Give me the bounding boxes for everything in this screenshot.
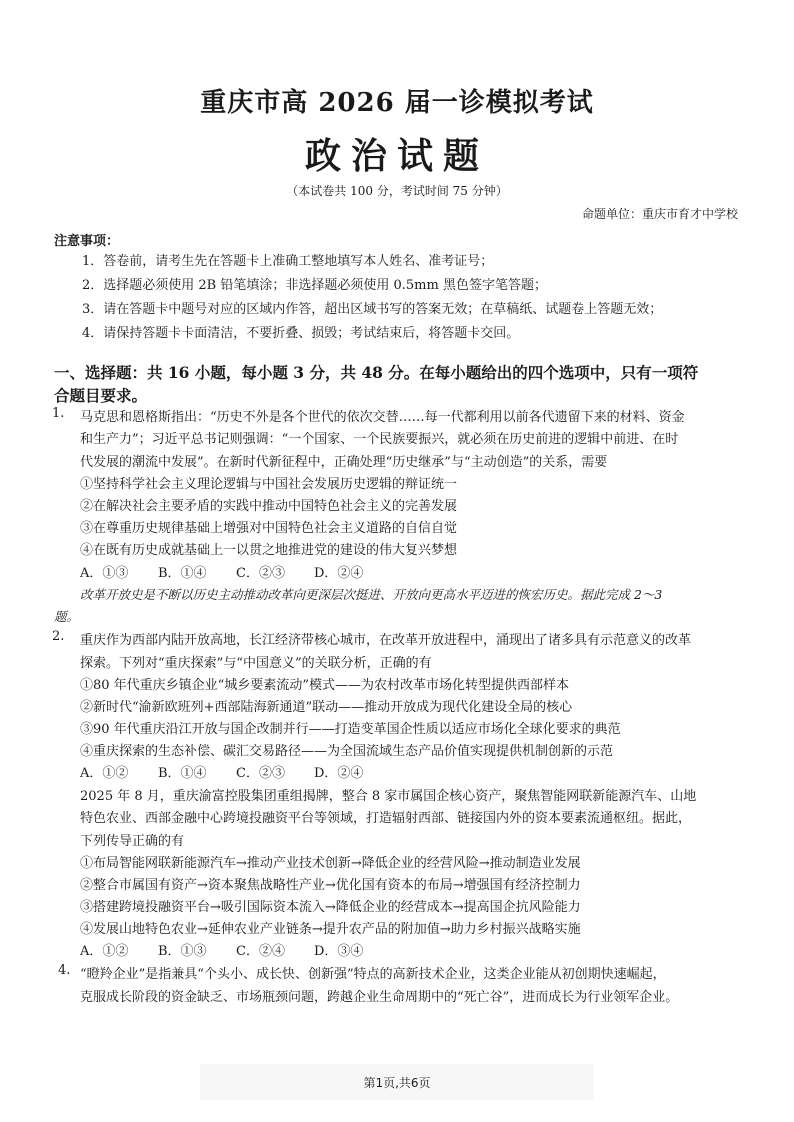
option-a: A．①②: [80, 944, 129, 959]
question-text: 探索。下列对“重庆探索”与“中国意义”的关联分析，正确的有: [80, 656, 432, 671]
material-intro-cont: 题。: [54, 609, 80, 624]
notice-item: 1．答卷前，请考生先在答题卡上准确工整地填写本人姓名、准考证号；: [82, 254, 494, 269]
notice-item: 4．请保持答题卡卡面清洁，不要折叠、损毁；考试结束后，将答题卡交回。: [82, 326, 520, 341]
option-c: C．②④: [236, 944, 285, 959]
option-b: B．①③: [158, 944, 207, 959]
question-statement: ③搭建跨境投融资平台→吸引国际资本流入→降低企业的经营成本→提高国企抗风险能力: [80, 900, 581, 915]
question-statement: ①布局智能网联新能源汽车→推动产业技术创新→降低企业的经营风险→推动制造业发展: [80, 856, 581, 871]
notice-title: 注意事项：: [54, 234, 120, 249]
question-text: 和生产力”；习近平总书记则强调：“一个国家、一个民族要振兴，就必须在历史前进的逻辑中前进、在时: [80, 432, 679, 447]
notice-item: 2．选择题必须使用 2B 铅笔填涂；非选择题必须使用 0.5mm 黑色签字笔答题；: [82, 278, 547, 293]
option-b: B．①④: [158, 566, 207, 581]
question-text: 特色农业、西部金融中心跨境投融资平台等领域，打造辐射西部、链接国内外的资本要素流通枢纽。据此，: [80, 811, 692, 826]
option-d: D．②④: [314, 766, 364, 781]
question-text: 下列传导正确的有: [80, 834, 185, 849]
question-statement: ①80 年代重庆乡镇企业“城乡要素流动”模式——为农村改革市场化转型提供西部样本: [80, 678, 569, 693]
subject-title: 政治试题: [304, 135, 489, 177]
question-statement: ②整合市属国有资产→资本聚焦战略性产业→优化国有资本的布局→增强国有经济控制力: [80, 878, 581, 893]
question-statement: ①坚持科学社会主义理论逻辑与中国社会发展历史逻辑的辩证统一: [80, 477, 458, 492]
question-statement: ②在解决社会主要矛盾的实践中推动中国特色社会主义的完善发展: [80, 499, 458, 514]
question-number: 4.: [58, 963, 71, 978]
exam-info: （本试卷共 100 分，考试时间 75 分钟）: [286, 184, 508, 198]
question-text: 克服成长阶段的资金缺乏、市场瓶颈问题，跨越企业生命周期中的“死亡谷”，进而成长为行业领军企业。: [80, 990, 679, 1005]
question-number: 2.: [52, 629, 65, 644]
notice-item: 3．请在答题卡中题号对应的区域内作答，超出区域书写的答案无效；在草稿纸、试题卷上答题无效；: [82, 302, 663, 317]
question-statement: ②新时代“渝新欧班列+西部陆海新通道”联动——推动开放成为现代化建设全局的核心: [80, 700, 573, 715]
question-statement: ③在尊重历史规律基础上增强对中国特色社会主义道路的自信自觉: [80, 521, 458, 536]
question-text: 马克思和恩格斯指出：“历史不外是各个世代的依次交替……每一代都利用以前各代遗留下来的材料、资金: [80, 410, 685, 425]
option-c: C．②③: [236, 766, 285, 781]
exam-title: 重庆市高 2026 届一诊模拟考试: [200, 88, 594, 118]
question-statement: ③90 年代重庆沿江开放与国企改制并行——打造变革国企性质以适应市场化全球化要求的典范: [80, 722, 621, 737]
author-unit: 命题单位：重庆市育才中学校: [581, 207, 738, 221]
option-d: D．②④: [314, 566, 364, 581]
page-number: 第1页,共6页: [363, 1076, 431, 1090]
section-heading-cont: 合题目要求。: [54, 386, 148, 405]
answer-options: [80, 940, 392, 959]
question-text: 重庆作为西部内陆开放高地，长江经济带核心城市，在改革开放进程中，涌现出了诸多具有示范意义的改革: [80, 633, 692, 648]
answer-options: [80, 562, 392, 581]
section-heading: 一、选择题：共 16 小题，每小题 3 分，共 48 分。在每小题给出的四个选项中，只有一项符: [54, 363, 699, 382]
answer-options: [80, 762, 392, 781]
question-statement: ④发展山地特色农业→延伸农业产业链条→提升农产品的附加值→助力乡村振兴战略实施: [80, 922, 581, 937]
option-a: A．①②: [80, 766, 129, 781]
question-statement: ④在既有历史成就基础上一以贯之地推进党的建设的伟大复兴梦想: [80, 543, 458, 558]
option-a: A．①③: [80, 566, 129, 581]
option-c: C．②③: [236, 566, 285, 581]
question-text: “瞪羚企业”是指兼具“个头小、成长快、创新强”特点的高新技术企业，这类企业能从初创期快速崛起，: [80, 967, 666, 982]
material-intro: 改革开放史是不断以历史主动推动改革向更深层次挺进、开放向更高水平迈进的恢宏历史。据此完成 2～3: [80, 587, 663, 602]
question-statement: ④重庆探索的生态补偿、碳汇交易路径——为全国流域生态产品价值实现提供机制创新的示范: [80, 744, 614, 759]
question-text: 2025 年 8 月，重庆渝富控股集团重组揭牌，整合 8 家市属国企核心资产，聚焦智能网联新能源汽车、山地: [80, 789, 697, 804]
question-number: 1.: [52, 406, 65, 421]
option-d: D．③④: [314, 944, 364, 959]
option-b: B．①④: [158, 766, 207, 781]
question-text: 代发展的潮流中发展”。在新时代新征程中，正确处理“历史继承”与“主动创造”的关系，需要: [80, 455, 608, 470]
